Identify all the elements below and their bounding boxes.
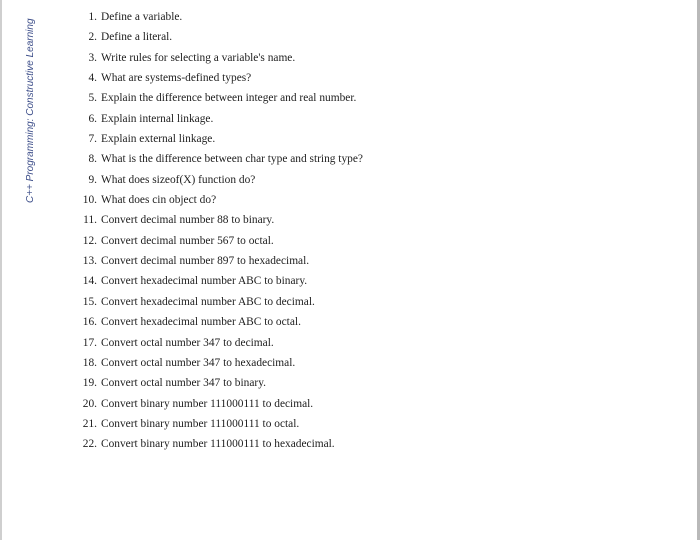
question-number: 21. <box>82 417 97 430</box>
question-item <box>78 373 363 393</box>
question-item <box>78 312 363 332</box>
question-text: What does sizeof(X) function do? <box>101 173 256 186</box>
question-text: Explain internal linkage. <box>101 112 214 125</box>
question-text: Define a literal. <box>101 31 173 44</box>
question-number: 15. <box>82 295 97 308</box>
question-text: Convert hexadecimal number ABC to binary. <box>101 275 308 288</box>
question-text: What is the difference between char type and string type? <box>101 153 363 166</box>
question-item <box>78 88 363 108</box>
question-item <box>78 68 363 88</box>
question-text: Convert hexadecimal number ABC to octal. <box>101 316 301 329</box>
question-text: Convert binary number 111000111 to octal. <box>101 417 300 430</box>
question-item <box>78 109 363 129</box>
question-item <box>78 231 363 251</box>
page-left-edge <box>0 0 2 540</box>
question-item <box>78 48 363 68</box>
question-item <box>78 292 363 312</box>
running-header <box>25 0 36 203</box>
question-text: Convert decimal number 88 to binary. <box>101 214 275 227</box>
question-number: 16. <box>82 316 97 329</box>
question-text: Explain external linkage. <box>101 133 216 146</box>
question-text: Convert octal number 347 to decimal. <box>101 336 274 349</box>
question-item <box>78 149 363 169</box>
question-text: Convert binary number 111000111 to hexadecimal. <box>101 438 335 451</box>
question-text: Convert decimal number 567 to octal. <box>101 234 274 247</box>
question-item <box>78 129 363 149</box>
question-text: Write rules for selecting a variable's name. <box>101 51 296 64</box>
question-number: 12. <box>82 234 97 247</box>
question-item <box>78 434 363 454</box>
book-title: C++ Programming: Constructive Learning <box>25 18 36 203</box>
question-number: 11. <box>83 214 97 227</box>
question-number: 7. <box>88 133 97 146</box>
question-number: 5. <box>88 92 97 105</box>
question-item <box>78 210 363 230</box>
question-item <box>78 27 363 47</box>
question-text: What does cin object do? <box>101 194 217 207</box>
question-number: 14. <box>82 275 97 288</box>
question-number: 22. <box>82 438 97 451</box>
question-number: 20. <box>82 397 97 410</box>
question-item <box>78 251 363 271</box>
question-list <box>78 7 363 455</box>
question-number: 10. <box>82 194 97 207</box>
question-number: 9. <box>88 173 97 186</box>
question-item <box>78 353 363 373</box>
question-text: What are systems-defined types? <box>101 72 252 85</box>
question-text: Convert octal number 347 to hexadecimal. <box>101 356 296 369</box>
question-number: 4. <box>88 72 97 85</box>
question-item <box>78 271 363 291</box>
question-number: 3. <box>88 51 97 64</box>
question-number: 6. <box>88 112 97 125</box>
question-item <box>78 394 363 414</box>
question-number: 8. <box>88 153 97 166</box>
question-item <box>78 414 363 434</box>
question-text: Explain the difference between integer and real number. <box>101 92 357 105</box>
question-item <box>78 333 363 353</box>
question-text: Convert binary number 111000111 to decimal. <box>101 397 314 410</box>
question-number: 17. <box>82 336 97 349</box>
question-number: 18. <box>82 356 97 369</box>
question-text: Convert octal number 347 to binary. <box>101 377 267 390</box>
question-number: 19. <box>82 377 97 390</box>
question-number: 1. <box>88 11 97 23</box>
question-item <box>78 190 363 210</box>
question-item <box>78 170 363 190</box>
question-number: 2. <box>88 31 97 44</box>
question-item <box>78 7 363 27</box>
question-text: Define a variable. <box>101 11 183 23</box>
question-text: Convert decimal number 897 to hexadecimal. <box>101 255 310 268</box>
question-text: Convert hexadecimal number ABC to decimal. <box>101 295 315 308</box>
question-number: 13. <box>82 255 97 268</box>
